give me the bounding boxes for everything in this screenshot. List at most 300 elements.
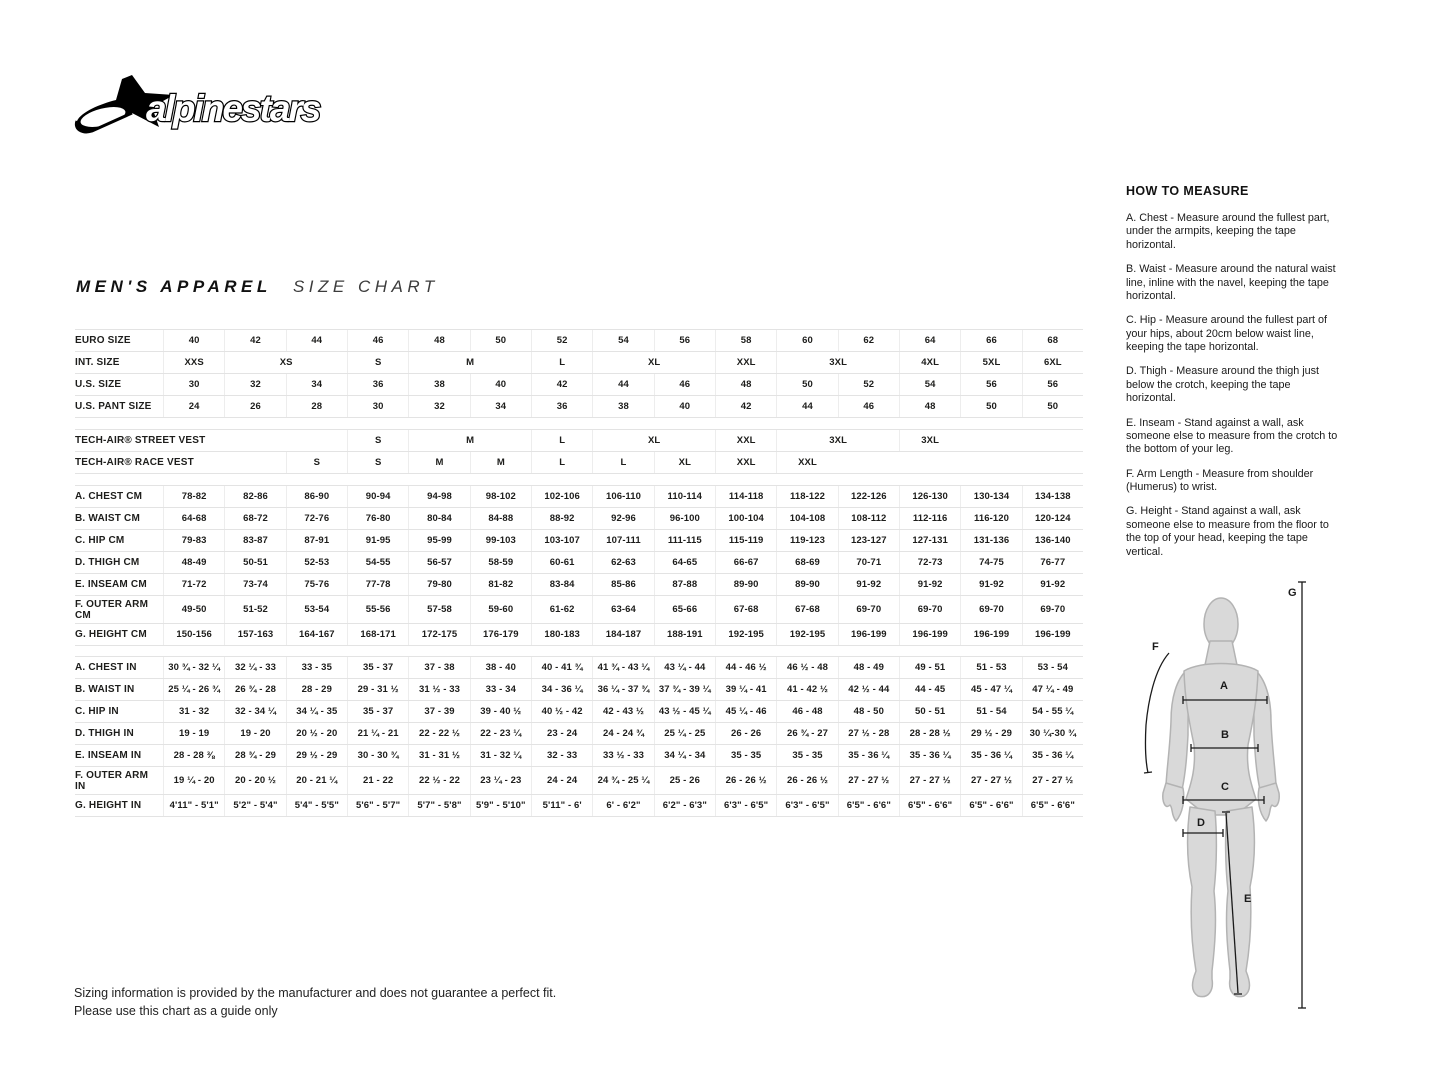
alpinestars-wordmark: alpinestars (146, 88, 320, 129)
table-cell: 80-84 (408, 508, 469, 529)
table-cell: 89-90 (715, 574, 776, 595)
table-cell: 87-91 (286, 530, 347, 551)
table-cell: 95-99 (408, 530, 469, 551)
table-cell: 22 - 22 ½ (408, 723, 469, 744)
how-to-measure-panel (1126, 184, 1340, 570)
row-label: TECH-AIR® RACE VEST (75, 457, 194, 468)
alpinestars-logo (72, 74, 324, 141)
table-cell: 50 (1022, 396, 1083, 417)
table-row (75, 723, 1083, 745)
table-cell: 73-74 (224, 574, 285, 595)
table-row (75, 552, 1083, 574)
table-cell: 134-138 (1022, 486, 1083, 507)
table-cell: 35 - 36 ¼ (960, 745, 1021, 766)
row-label: F. OUTER ARM CM (75, 598, 149, 621)
table-cell: 41 - 42 ½ (776, 679, 837, 700)
table-cell: 38 (408, 374, 469, 395)
table-cell: 62 (838, 330, 899, 351)
table-cell: 37 - 39 (408, 701, 469, 722)
table-cell: 54 - 55 ¼ (1022, 701, 1083, 722)
table-cell: 47 ¼ - 49 (1022, 679, 1083, 700)
table-cell: 32 (408, 396, 469, 417)
table-cell: 28 ¾ - 29 (224, 745, 285, 766)
table-cell: 59-60 (470, 596, 531, 623)
table-row (75, 656, 1083, 679)
table-cell: 27 - 27 ½ (838, 767, 899, 794)
table-row (75, 452, 1083, 474)
table-cell: 34 ¼ - 34 (654, 745, 715, 766)
table-cell: 30 (347, 396, 408, 417)
table-cell: M (470, 452, 531, 473)
table-cell: 168-171 (347, 624, 408, 645)
table-cell: 46 (838, 396, 899, 417)
table-cell: 127-131 (899, 530, 960, 551)
table-cell: 40 (163, 330, 224, 351)
table-cell: 74-75 (960, 552, 1021, 573)
table-cell: 83-84 (531, 574, 592, 595)
table-cell: XXL (715, 352, 776, 373)
figure-label-d: D (1197, 817, 1205, 829)
table-row (75, 329, 1083, 352)
table-cell: 50 - 51 (899, 701, 960, 722)
table-cell: 66-67 (715, 552, 776, 573)
table-cell: 50 (960, 396, 1021, 417)
table-cell: 36 (531, 396, 592, 417)
table-cell: M (408, 452, 469, 473)
row-label: C. HIP CM (75, 535, 125, 546)
table-cell: 46 (654, 374, 715, 395)
table-cell: 6'3" - 6'5" (776, 795, 837, 816)
table-cell: 100-104 (715, 508, 776, 529)
table-cell: 25 ¼ - 25 (654, 723, 715, 744)
table-row (75, 508, 1083, 530)
table-cell: 31 - 32 (163, 701, 224, 722)
table-cell: 196-199 (838, 624, 899, 645)
table-cell: 23 ¼ - 23 (470, 767, 531, 794)
table-cell: 26 (224, 396, 285, 417)
table-cell: 30 - 30 ¾ (347, 745, 408, 766)
table-cell: 20 ½ - 20 (286, 723, 347, 744)
table-cell: 91-92 (838, 574, 899, 595)
table-cell: 32 - 33 (531, 745, 592, 766)
table-cell: 65-66 (654, 596, 715, 623)
table-cell: 62-63 (592, 552, 653, 573)
table-cell: 188-191 (654, 624, 715, 645)
table-cell: 24 ¾ - 25 ¼ (592, 767, 653, 794)
table-cell: 44 - 45 (899, 679, 960, 700)
table-group-cm (75, 485, 1083, 646)
table-cell: 39 ¼ - 41 (715, 679, 776, 700)
table-cell: 51-52 (224, 596, 285, 623)
table-cell: 29 ½ - 29 (960, 723, 1021, 744)
figure-label-f: F (1152, 641, 1159, 653)
table-cell: 24 (163, 396, 224, 417)
table-cell: 79-80 (408, 574, 469, 595)
table-cell: 21 - 22 (347, 767, 408, 794)
table-cell: 107-111 (592, 530, 653, 551)
table-cell: 119-123 (776, 530, 837, 551)
table-row (75, 429, 1083, 452)
table-cell: 184-187 (592, 624, 653, 645)
table-cell: 42 (715, 396, 776, 417)
disclaimer-line1: Sizing information is provided by the manufacturer and does not guarantee a perfect fit. (74, 986, 557, 1000)
table-cell: 6'5" - 6'6" (899, 795, 960, 816)
table-cell: 25 ¼ - 26 ¾ (163, 679, 224, 700)
table-cell: 60-61 (531, 552, 592, 573)
table-cell: 36 ¼ - 37 ¾ (592, 679, 653, 700)
table-cell: 94-98 (408, 486, 469, 507)
table-cell: 24 - 24 ¾ (592, 723, 653, 744)
table-cell: M (408, 352, 531, 373)
table-cell: 22 ½ - 22 (408, 767, 469, 794)
table-cell: XL (654, 452, 715, 473)
table-cell: 84-88 (470, 508, 531, 529)
table-cell: 192-195 (715, 624, 776, 645)
table-cell: 40 ½ - 42 (531, 701, 592, 722)
table-cell: 157-163 (224, 624, 285, 645)
table-cell: 22 - 23 ¼ (470, 723, 531, 744)
table-cell: 43 ½ - 45 ¼ (654, 701, 715, 722)
row-label: G. HEIGHT CM (75, 629, 147, 640)
row-label: E. INSEAM IN (75, 750, 142, 761)
table-cell: 88-92 (531, 508, 592, 529)
table-cell: 3XL (776, 430, 899, 451)
table-cell: S (286, 452, 347, 473)
table-cell: 27 - 27 ½ (960, 767, 1021, 794)
table-cell: 39 - 40 ½ (470, 701, 531, 722)
table-cell: 25 - 26 (654, 767, 715, 794)
table-cell: 164-167 (286, 624, 347, 645)
figure-label-c: C (1221, 781, 1229, 793)
table-row (75, 596, 1083, 624)
table-cell: 5'7" - 5'8" (408, 795, 469, 816)
table-cell: 85-86 (592, 574, 653, 595)
table-cell: 35 - 36 ¼ (1022, 745, 1083, 766)
table-cell: 5'11" - 6' (531, 795, 592, 816)
table-row (75, 624, 1083, 646)
page-title-main: MEN'S APPAREL (76, 277, 272, 296)
table-cell: 44 (592, 374, 653, 395)
figure-label-b: B (1221, 729, 1229, 741)
table-cell: 91-92 (1022, 574, 1083, 595)
table-cell: 34 (470, 396, 531, 417)
figure-label-a: A (1220, 680, 1228, 692)
table-cell: 26 ¾ - 27 (776, 723, 837, 744)
table-cell: 108-112 (838, 508, 899, 529)
table-cell: XL (592, 430, 715, 451)
row-label: EURO SIZE (75, 335, 131, 346)
table-row (75, 701, 1083, 723)
table-cell: 58 (715, 330, 776, 351)
page-title-sub: SIZE CHART (292, 277, 439, 296)
table-cell: 90-94 (347, 486, 408, 507)
table-cell: 53-54 (286, 596, 347, 623)
table-cell: 35 - 37 (347, 657, 408, 678)
table-cell: 30 ¼-30 ¾ (1022, 723, 1083, 744)
table-cell: 38 (592, 396, 653, 417)
table-cell: 40 - 41 ¾ (531, 657, 592, 678)
table-cell: 106-110 (592, 486, 653, 507)
table-cell: 196-199 (960, 624, 1021, 645)
table-cell: 51 - 53 (960, 657, 1021, 678)
table-cell: 58-59 (470, 552, 531, 573)
table-cell: 120-124 (1022, 508, 1083, 529)
table-cell: XL (592, 352, 715, 373)
table-cell: 196-199 (1022, 624, 1083, 645)
table-cell: 63-64 (592, 596, 653, 623)
row-label: A. CHEST CM (75, 491, 143, 502)
table-cell: 27 - 27 ½ (899, 767, 960, 794)
table-cell: 41 ¾ - 43 ¼ (592, 657, 653, 678)
table-row (75, 679, 1083, 701)
table-cell: 72-76 (286, 508, 347, 529)
row-label: A. CHEST IN (75, 662, 137, 673)
table-cell: 75-76 (286, 574, 347, 595)
how-to-measure-items (1126, 212, 1340, 559)
table-cell: 42 (531, 374, 592, 395)
table-cell: 4'11" - 5'1" (163, 795, 224, 816)
row-label: F. OUTER ARM IN (75, 769, 149, 792)
table-cell: 28 - 28 ⅜ (163, 745, 224, 766)
row-label: U.S. SIZE (75, 379, 122, 390)
how-to-measure-item: D. Thigh - Measure around the thigh just below the crotch, keeping the tape horizontal. (1126, 365, 1320, 405)
table-cell: 122-126 (838, 486, 899, 507)
table-cell: 3XL (776, 352, 899, 373)
table-cell: 29 ½ - 29 (286, 745, 347, 766)
disclaimer-line2: Please use this chart as a guide only (74, 1004, 278, 1019)
row-label: B. WAIST IN (75, 684, 135, 695)
table-cell: 6' - 6'2" (592, 795, 653, 816)
table-cell: 126-130 (899, 486, 960, 507)
table-cell: 30 (163, 374, 224, 395)
table-cell: 64-65 (654, 552, 715, 573)
body-figure-svg (1140, 575, 1315, 1020)
table-cell: 26 - 26 ½ (776, 767, 837, 794)
table-cell: 56 (654, 330, 715, 351)
table-cell: 83-87 (224, 530, 285, 551)
table-cell: 103-107 (531, 530, 592, 551)
figure-label-e: E (1244, 893, 1252, 905)
table-cell: 26 - 26 ½ (715, 767, 776, 794)
table-cell: 38 - 40 (470, 657, 531, 678)
table-cell: 6'2" - 6'3" (654, 795, 715, 816)
row-label: D. THIGH IN (75, 728, 134, 739)
table-row (75, 530, 1083, 552)
table-cell: 118-122 (776, 486, 837, 507)
table-cell: 33 - 34 (470, 679, 531, 700)
table-row (75, 396, 1083, 418)
disclaimer (74, 984, 556, 1020)
table-cell: 87-88 (654, 574, 715, 595)
table-cell: 6'5" - 6'6" (1022, 795, 1083, 816)
table-group-sizes (75, 329, 1083, 418)
body-silhouette (1163, 598, 1279, 997)
table-cell: 19 - 19 (163, 723, 224, 744)
how-to-measure-item: C. Hip - Measure around the fullest part of your hips, about 20cm below waist line, keeping the tape horizontal. (1126, 314, 1328, 353)
table-cell: 56-57 (408, 552, 469, 573)
table-cell: 42 (224, 330, 285, 351)
table-cell: 19 ¼ - 20 (163, 767, 224, 794)
table-cell: 192-195 (776, 624, 837, 645)
table-cell: 48 - 50 (838, 701, 899, 722)
table-cell: 78-82 (163, 486, 224, 507)
table-cell: 31 - 31 ½ (408, 745, 469, 766)
body-measurement-figure (1140, 575, 1315, 1020)
table-cell: 172-175 (408, 624, 469, 645)
table-cell: 49 - 51 (899, 657, 960, 678)
table-cell: 91-92 (960, 574, 1021, 595)
table-cell: 67-68 (776, 596, 837, 623)
table-row (75, 795, 1083, 817)
table-group-in (75, 656, 1083, 817)
table-cell: 69-70 (899, 596, 960, 623)
table-cell: 35 - 35 (776, 745, 837, 766)
table-cell: 5'9" - 5'10" (470, 795, 531, 816)
table-cell: 4XL (899, 352, 960, 373)
table-cell: 43 ¼ - 44 (654, 657, 715, 678)
table-cell: 26 ¾ - 28 (224, 679, 285, 700)
table-cell: 30 ¾ - 32 ¼ (163, 657, 224, 678)
table-cell: 110-114 (654, 486, 715, 507)
table-cell: S (347, 452, 408, 473)
table-row (75, 352, 1083, 374)
how-to-measure-item: G. Height - Stand against a wall, ask someone else to measure from the floor to the top of your head, keeping the tape vertical. (1126, 505, 1329, 558)
table-cell: 40 (470, 374, 531, 395)
table-cell: 48 (408, 330, 469, 351)
table-cell: 31 ½ - 33 (408, 679, 469, 700)
table-cell: 89-90 (776, 574, 837, 595)
row-label: E. INSEAM CM (75, 579, 147, 590)
row-label: G. HEIGHT IN (75, 800, 142, 811)
size-table (75, 329, 1083, 828)
table-cell: 50-51 (224, 552, 285, 573)
row-label: INT. SIZE (75, 357, 120, 368)
table-cell: 5XL (960, 352, 1021, 373)
table-cell: 44 (776, 396, 837, 417)
table-cell: 35 - 37 (347, 701, 408, 722)
table-cell: 116-120 (960, 508, 1021, 529)
table-cell: 68-69 (776, 552, 837, 573)
table-cell: 64-68 (163, 508, 224, 529)
table-cell: 72-73 (899, 552, 960, 573)
table-cell: 104-108 (776, 508, 837, 529)
table-cell: 5'6" - 5'7" (347, 795, 408, 816)
how-to-measure-title: HOW TO MEASURE (1126, 184, 1249, 198)
table-cell: 48-49 (163, 552, 224, 573)
table-cell: 98-102 (470, 486, 531, 507)
table-cell: 81-82 (470, 574, 531, 595)
table-cell: L (592, 452, 653, 473)
table-cell: 57-58 (408, 596, 469, 623)
table-cell: 20 - 20 ½ (224, 767, 285, 794)
table-cell: 69-70 (838, 596, 899, 623)
table-cell: 36 (347, 374, 408, 395)
table-cell: 54-55 (347, 552, 408, 573)
table-cell: 19 - 20 (224, 723, 285, 744)
table-cell: 76-77 (1022, 552, 1083, 573)
table-cell: 56 (1022, 374, 1083, 395)
table-cell: 111-115 (654, 530, 715, 551)
alpinestars-logo-svg (72, 74, 324, 136)
table-cell: 46 ½ - 48 (776, 657, 837, 678)
table-cell: 6'5" - 6'6" (838, 795, 899, 816)
table-row (75, 374, 1083, 396)
table-cell: 40 (654, 396, 715, 417)
table-cell: 91-92 (899, 574, 960, 595)
table-group-tech-air (75, 429, 1083, 474)
table-cell: 21 ¼ - 21 (347, 723, 408, 744)
table-cell: 46 - 48 (776, 701, 837, 722)
table-cell: 45 ¼ - 46 (715, 701, 776, 722)
table-cell: 34 ¼ - 35 (286, 701, 347, 722)
row-label: U.S. PANT SIZE (75, 401, 152, 412)
table-cell: 68-72 (224, 508, 285, 529)
table-cell: 102-106 (531, 486, 592, 507)
table-cell: L (531, 452, 592, 473)
table-cell: 130-134 (960, 486, 1021, 507)
table-cell: 48 (715, 374, 776, 395)
table-cell: 32 - 34 ¼ (224, 701, 285, 722)
table-cell: L (531, 352, 592, 373)
how-to-measure-item: A. Chest - Measure around the fullest part, under the armpits, keeping the tape horizontal. (1126, 212, 1330, 251)
table-cell: 28 - 28 ½ (899, 723, 960, 744)
row-label: D. THIGH CM (75, 557, 140, 568)
table-cell: 37 - 38 (408, 657, 469, 678)
table-cell: 96-100 (654, 508, 715, 529)
table-cell: 123-127 (838, 530, 899, 551)
table-cell: 28 - 29 (286, 679, 347, 700)
table-row (75, 767, 1083, 795)
table-cell: 26 - 26 (715, 723, 776, 744)
table-cell: 60 (776, 330, 837, 351)
table-cell: 29 - 31 ½ (347, 679, 408, 700)
table-cell: 23 - 24 (531, 723, 592, 744)
table-cell: 66 (960, 330, 1021, 351)
table-cell: 6'5" - 6'6" (960, 795, 1021, 816)
table-cell: 37 ¾ - 39 ¼ (654, 679, 715, 700)
table-cell: 35 - 35 (715, 745, 776, 766)
table-cell: 68 (1022, 330, 1083, 351)
table-cell: 34 - 36 ¼ (531, 679, 592, 700)
table-cell: XXL (715, 452, 776, 473)
table-cell: 92-96 (592, 508, 653, 529)
table-cell: 136-140 (1022, 530, 1083, 551)
table-cell: 79-83 (163, 530, 224, 551)
table-cell: S (347, 430, 408, 451)
table-cell: 150-156 (163, 624, 224, 645)
table-cell: 64 (899, 330, 960, 351)
table-cell: 176-179 (470, 624, 531, 645)
table-cell: 20 - 21 ¼ (286, 767, 347, 794)
table-cell: 69-70 (960, 596, 1021, 623)
table-cell: 48 (899, 396, 960, 417)
table-cell: 67-68 (715, 596, 776, 623)
table-cell: S (347, 352, 408, 373)
table-cell: 32 (224, 374, 285, 395)
table-cell: 52-53 (286, 552, 347, 573)
table-cell: 45 - 47 ¼ (960, 679, 1021, 700)
row-label: TECH-AIR® STREET VEST (75, 435, 206, 446)
table-cell: 114-118 (715, 486, 776, 507)
table-cell: 35 - 36 ¼ (838, 745, 899, 766)
how-to-measure-item: B. Waist - Measure around the natural waist line, inline with the navel, keeping the tape horizontal. (1126, 263, 1336, 302)
table-cell: 42 - 43 ½ (592, 701, 653, 722)
how-to-measure-item: F. Arm Length - Measure from shoulder (Humerus) to wrist. (1126, 467, 1314, 493)
table-cell: 77-78 (347, 574, 408, 595)
table-cell: 44 - 46 ½ (715, 657, 776, 678)
table-cell: M (408, 430, 531, 451)
table-cell: 35 - 36 ¼ (899, 745, 960, 766)
